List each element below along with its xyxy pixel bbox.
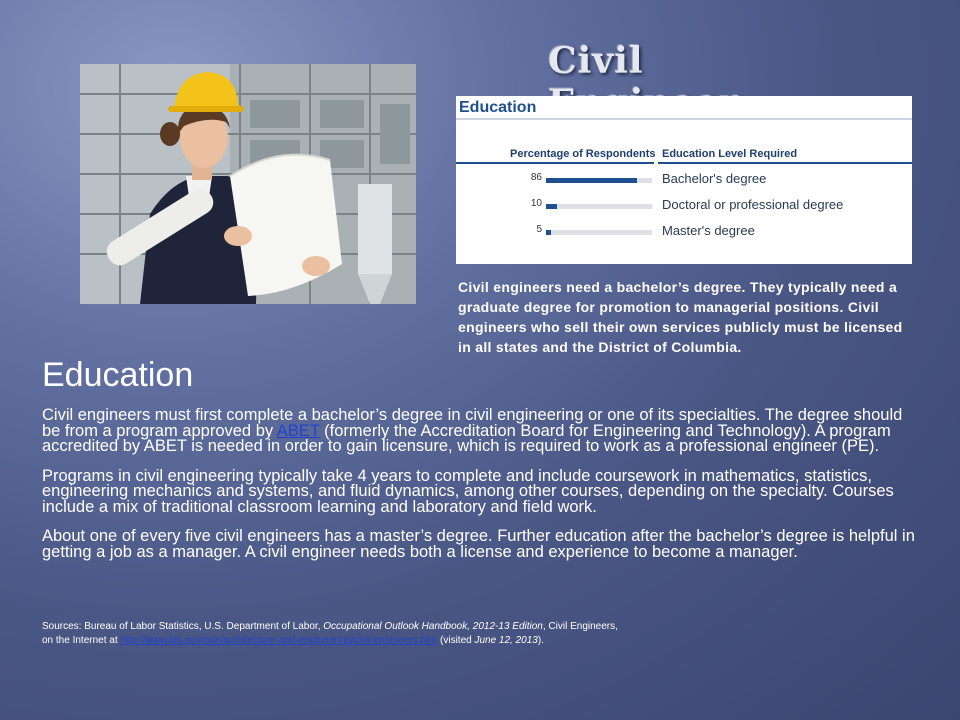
col-header-rule-left <box>456 162 654 164</box>
row-label: Master's degree <box>662 223 755 238</box>
bar-track <box>546 204 652 209</box>
bar-fill <box>546 204 557 209</box>
slide-title: Civil <box>548 40 644 82</box>
education-chart-panel <box>456 96 912 264</box>
row-value: 86 <box>530 172 542 183</box>
row-value: 10 <box>530 198 542 209</box>
paragraph-2: Programs in civil engineering typically take 4 years to complete and include coursework in mathematics, statistics, engineering mechanics and systems, and fluid dynamics, among other courses, depending on the specialty. Courses include a mix of traditional classroom learning and laboratory and field work. <box>42 466 894 516</box>
body-text <box>42 408 918 574</box>
row-label: Doctoral or professional degree <box>662 197 844 212</box>
bar-track <box>546 230 652 235</box>
abet-link[interactable]: ABET <box>276 421 320 440</box>
engineer-photo <box>80 64 416 304</box>
panel-divider <box>456 118 912 120</box>
col-header-level: Education Level Required <box>662 148 798 160</box>
sources-citation <box>42 620 742 648</box>
sources-visited-suffix: ). <box>537 635 544 646</box>
education-panel-title: Education <box>459 99 537 116</box>
row-label: Bachelor's degree <box>662 171 767 186</box>
sources-mid: , Civil Engineers, <box>542 621 618 632</box>
sources-prefix: Sources: Bureau of Labor Statistics, U.S. Department of Labor, <box>42 621 324 632</box>
sources-publication: Occupational Outlook Handbook, 2012-13 Edition <box>323 621 543 632</box>
col-header-rule-right <box>658 162 912 164</box>
paragraph-1 <box>42 408 918 455</box>
sources-visited-prefix: (visited <box>437 635 475 646</box>
bar-fill <box>546 178 637 183</box>
paragraph-1-end: (formerly the Accreditation Board for Engineering and Technology). A program accredited by ABET is needed in order to gain licensure, which is required to work as a professional engineer (PE). <box>42 421 891 455</box>
paragraph-3: About one of every five civil engineers has a master’s degree. Further education after the bachelor’s degree is helpful in getting a job as a manager. A civil engineer needs both a license and experience to become a manager. <box>42 527 915 561</box>
bls-url-link[interactable]: http://www.bls.gov/ooh/architecture-and-engineering/civil-engineers.htm <box>120 635 438 646</box>
row-value: 5 <box>536 224 542 235</box>
section-heading: Education <box>42 356 194 394</box>
bar-fill <box>546 230 551 235</box>
col-header-percentage: Percentage of Respondents <box>510 148 656 160</box>
sources-visited-date: June 12, 2013 <box>474 635 538 646</box>
bar-track <box>546 178 652 183</box>
paragraph-1-start: Civil engineers must first complete a bachelor’s degree in civil engineering or one of its specialties. The degree should be from a program approved by <box>42 406 903 440</box>
education-caption: Civil engineers need a bachelor’s degree. They typically need a graduate degree for promotion to managerial positions. Civil engineers who sell their own services publicly must be licensed in all states and the District of Columbia. <box>458 279 903 355</box>
sources-line2-prefix: on the Internet at <box>42 635 121 646</box>
